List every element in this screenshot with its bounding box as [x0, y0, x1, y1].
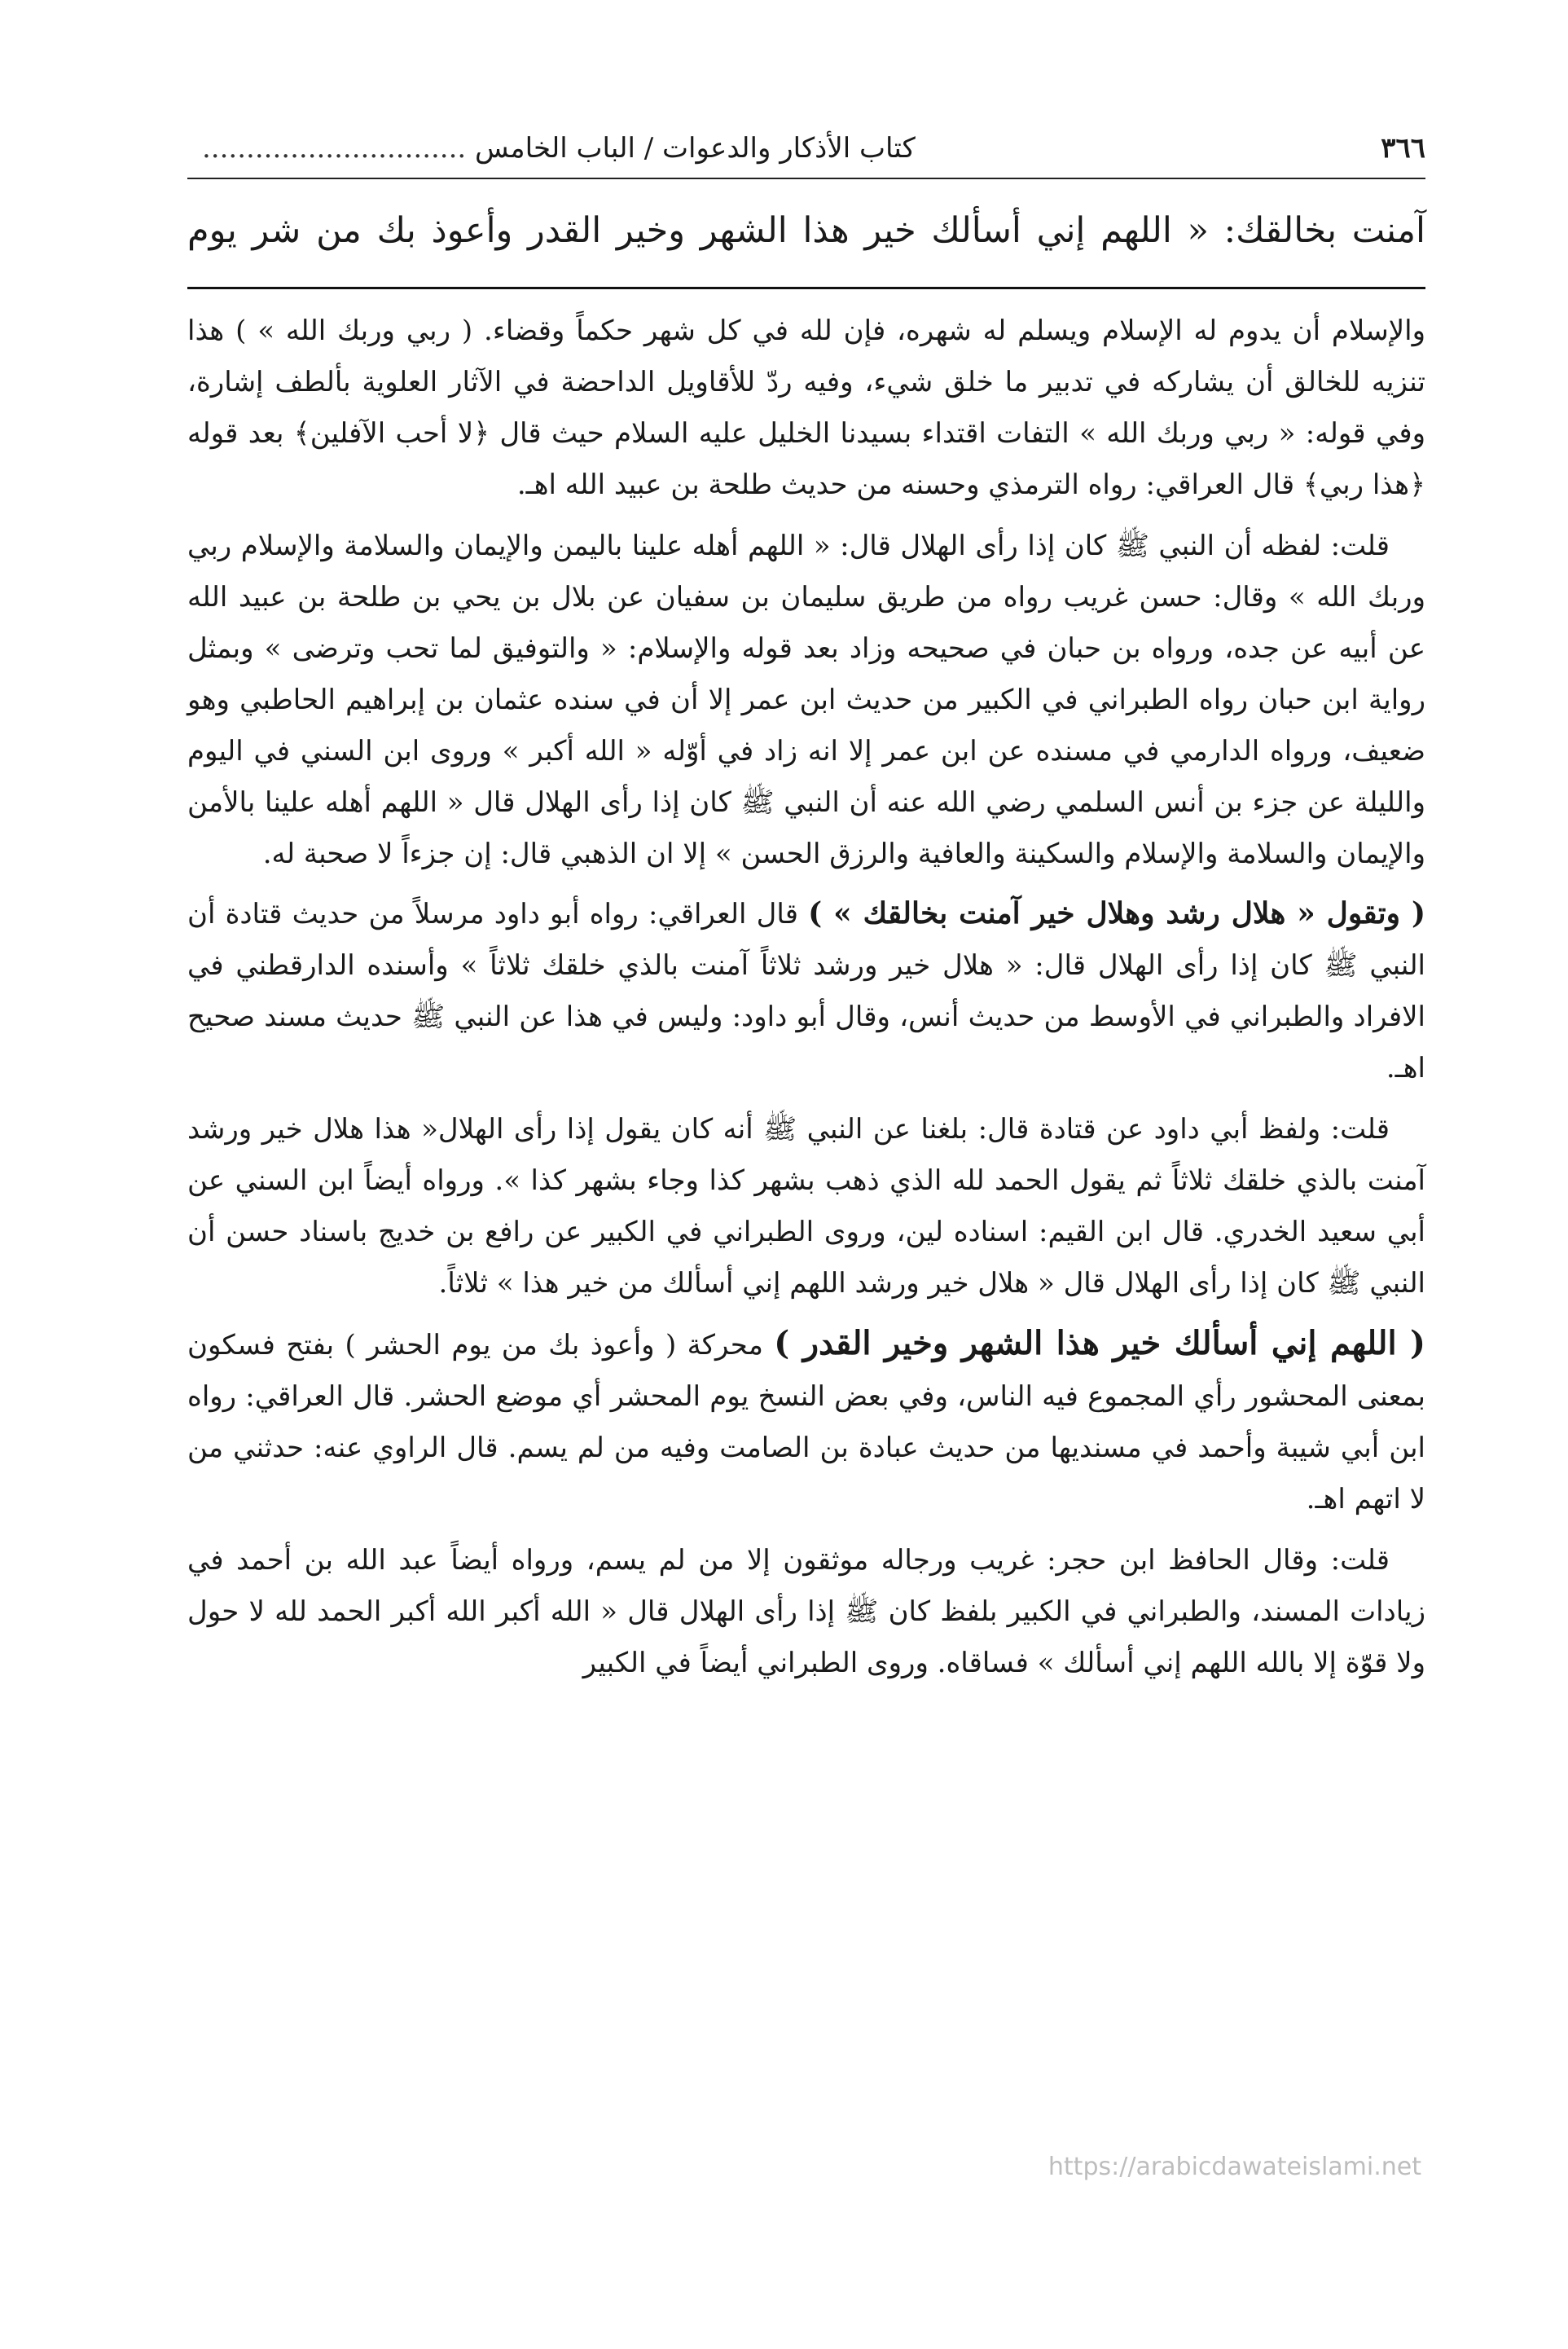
header-divider [187, 178, 1425, 179]
main-text-line: آمنت بخالقك: « اللهم إني أسألك خير هذا الشهر وخير القدر وأعوذ بك من شر يوم [187, 210, 1425, 251]
header-title-text: كتاب الأذكار والدعوات / الباب الخامس [475, 132, 916, 165]
commentary-paragraph [187, 1317, 1425, 1525]
book-page [187, 122, 1425, 2241]
commentary-paragraph [187, 306, 1425, 511]
paragraph-lead-quote: ( وتقول « هلال رشد وهلال خير آمنت بخالقك » ) [808, 896, 1425, 930]
paragraph-text: قلت: وقال الحافظ ابن حجر: غريب ورجاله موثقون إلا من لم يسم، ورواه أيضاً عبد الله بن أحمد في زيادات المسند، والطبراني في الكبير بلفظ كان ﷺ إذا رأى الهلال قال « الله أكبر الله أكبر الحمد لله لا حول ولا قوّة إلا بالله اللهم إني أسألك » فساقاه. وروى الطبراني أيضاً في الكبير [187, 1544, 1425, 1679]
commentary-paragraph [187, 1535, 1425, 1689]
paragraph-text: محركة ( وأعوذ بك من يوم الحشر ) بفتح فسكون بمعنى المحشور رأي المجموع فيه الناس، وفي بعض النسخ يوم المحشر أي موضع الحشر. قال العراقي: رواه ابن أبي شيبة وأحمد في مسنديها من حديث عبادة بن الصامت وفيه من لم يسم. قال الراوي عنه: حدثني من لا اتهم اهـ. [187, 1329, 1425, 1515]
commentary-paragraph [187, 521, 1425, 880]
commentary-paragraph [187, 1104, 1425, 1309]
running-header-title [187, 122, 1381, 174]
paragraph-lead-quote: ( اللهم إني أسألك خير هذا الشهر وخير القدر ) [774, 1324, 1425, 1362]
commentary-divider [187, 287, 1425, 289]
paragraph-text: والإسلام أن يدوم له الإسلام ويسلم له شهره، فإن لله في كل شهر حكماً وقضاء. ( ربي وربك الله » ) هذا تنزيه للخالق أن يشاركه في تدبير ما خلق شيء، وفيه ردّ للأقاويل الداحضة في الآثار العلوية بألطف إشارة، وفي قوله: « ربي وربك الله » التفات اقتداء بسيدنا الخليل عليه السلام حيث قال ﴿لا أحب الآفلين﴾ بعد قوله ﴿هذا ربي﴾ قال العراقي: رواه الترمذي وحسنه من حديث طلحة بن عبيد الله اهـ. [187, 315, 1426, 501]
header-dot-leader: .............................. [202, 132, 467, 165]
page-header [187, 122, 1425, 174]
source-watermark: https://arabicdawateislami.net [1048, 2153, 1421, 2181]
page-number: ٣٦٦ [1381, 132, 1425, 165]
commentary-body [187, 306, 1425, 1689]
paragraph-text: قال العراقي: رواه أبو داود مرسلاً من حديث قتادة أن النبي ﷺ كان إذا رأى الهلال قال: « هلال خير ورشد ثلاثاً آمنت بالذي خلقك ثلاثاً » وأسنده الدارقطني في الافراد والطبراني في الأوسط من حديث أنس، وقال أبو داود: وليس في هذا عن النبي ﷺ حديث مسند صحيح اهـ. [187, 898, 1425, 1084]
commentary-paragraph [187, 888, 1425, 1094]
paragraph-text: قلت: ولفظ أبي داود عن قتادة قال: بلغنا عن النبي ﷺ أنه كان يقول إذا رأى الهلال« هذا هلال خير ورشد آمنت بالذي خلقك ثلاثاً ثم يقول الحمد لله الذي ذهب بشهر كذا وجاء بشهر كذا ». ورواه أيضاً ابن السني عن أبي سعيد الخدري. قال ابن القيم: اسناده لين، وروى الطبراني في الكبير عن رافع بن خديج باسناد حسن أن النبي ﷺ كان إذا رأى الهلال قال « هلال خير ورشد اللهم إني أسألك من خير هذا » ثلاثاً. [187, 1113, 1425, 1300]
paragraph-text: قلت: لفظه أن النبي ﷺ كان إذا رأى الهلال قال: « اللهم أهله علينا باليمن والإيمان والسلامة والإسلام ربي وربك الله » وقال: حسن غريب رواه من طريق سليمان بن سفيان عن بلال بن يحي بن طلحة بن عبيد الله عن أبيه عن جده، ورواه بن حبان في صحيحه وزاد بعد قوله والإسلام: « والتوفيق لما تحب وترضى » وبمثل رواية ابن حبان رواه الطبراني في الكبير من حديث ابن عمر إلا أن في سنده عثمان بن إبراهيم الحاطبي وهو ضعيف، ورواه الدارمي في مسنده عن ابن عمر إلا انه زاد في أوّله « الله أكبر » وروى ابن السني في اليوم والليلة عن جزء بن أنس السلمي رضي الله عنه أن النبي ﷺ كان إذا رأى الهلال قال « اللهم أهله علينا بالأمن والإيمان والسلامة والإسلام والسكينة والعافية والرزق الحسن » إلا ان الذهبي قال: إن جزءاً لا صحبة له. [187, 530, 1426, 870]
